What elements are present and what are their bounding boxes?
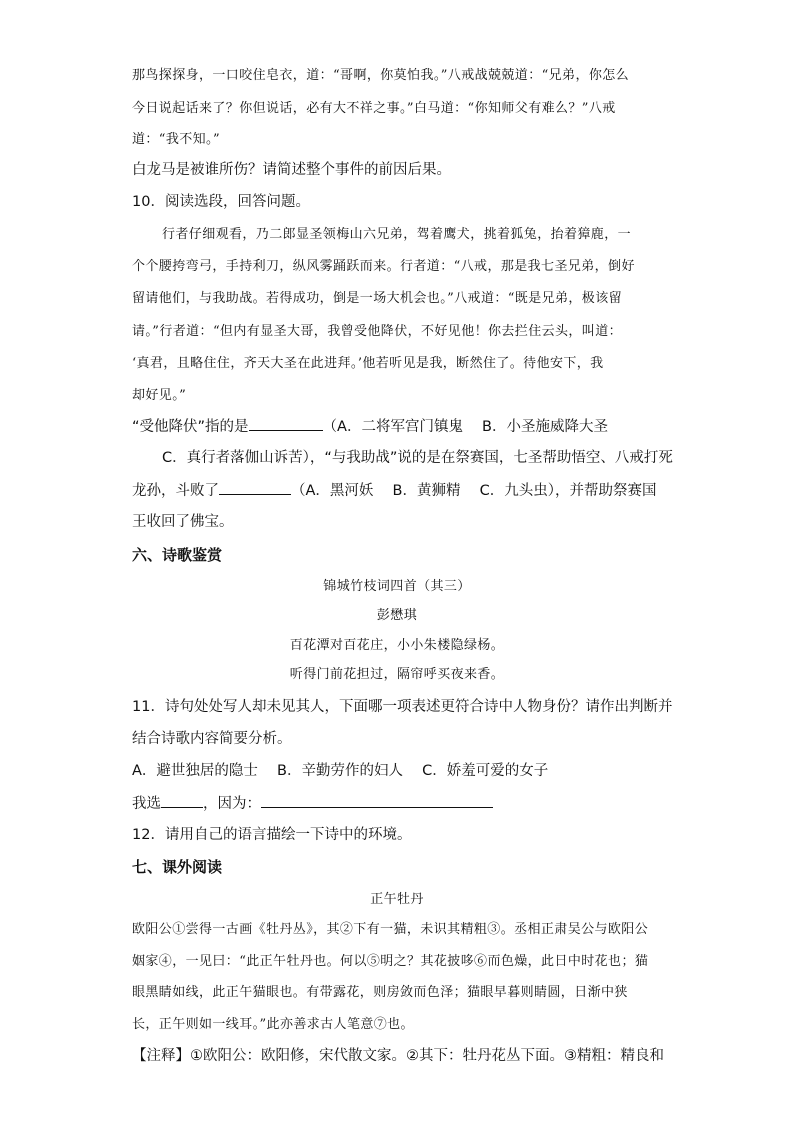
question-text: “受他降伏”指的是	[132, 419, 249, 435]
question-11-options: A．避世独居的隐士 B．辛勤劳作的妇人 C．娇羞可爱的女子	[132, 763, 549, 779]
question-options: （A．二将军宫门镇鬼 B．小圣施威降大圣	[322, 419, 609, 435]
choose-label: 我选	[132, 796, 161, 812]
answer-blank[interactable]	[161, 793, 203, 808]
question-11: 11．诗句处处写人却未见其人，下面哪一项表述更符合诗中人物身份？请作出判断并	[132, 699, 673, 715]
passage-line: 留请他们，与我助战。若得成功，倒是一场大机会也。”八戒道：“既是兄弟，极该留	[132, 291, 622, 306]
question-10-line: 王收回了佛宝。	[132, 514, 234, 530]
answer-blank[interactable]	[249, 416, 323, 431]
question-11-answer	[132, 793, 493, 814]
question-12: 12．请用自己的语言描绘一下诗中的环境。	[132, 827, 412, 843]
passage-line: 今日说起话来了？你但说话，必有大不祥之事。”白马道：“你知师父有难么？”八戒	[132, 101, 616, 116]
question-10-title: 10．阅读选段，回答问题。	[132, 194, 310, 210]
passage-line: 请。”行者道：“但内有显圣大哥，我曾受他降伏，不好见他！你去拦住云头，叫道：	[132, 324, 622, 339]
poem-title: 锦城竹枝词四首（其三）	[323, 579, 471, 594]
passage-line: 却好见。”	[132, 388, 187, 403]
notes-line: 【注释】①欧阳公：欧阳修，宋代散文家。②其下：牡丹花丛下面。③精粗：精良和	[132, 1048, 664, 1064]
passage-line: 道：“我不知。”	[132, 132, 220, 147]
question-10-line: C．真行者落伽山诉苦），“与我助战”说的是在祭赛国，七圣帮助悟空、八戒打死	[162, 450, 673, 466]
section-7-title: 七、课外阅读	[132, 858, 223, 876]
essay-line: 眼黑睛如线，此正午猫眼也。有带露花，则房敛而色泽；猫眼早暮则睛圆，日渐中狭	[132, 985, 628, 1000]
passage-line: 那鸟探探身，一口咬住皂衣，道：“哥啊，你莫怕我。”八戒战兢兢道：“兄弟，你怎么	[132, 68, 630, 83]
passage-line: 行者仔细观看，乃二郎显圣领梅山六兄弟，驾着鹰犬，挑着狐兔，抬着獐鹿，一	[162, 227, 632, 242]
question-10-line	[132, 480, 656, 501]
poem-author: 彭懋琪	[376, 608, 418, 623]
question-text: 龙孙，斗败了	[132, 483, 219, 499]
question-10-line	[132, 416, 608, 437]
poem-line: 听得门前花担过，隔帘呼买夜来香。	[289, 667, 505, 682]
passage-line: 个个腰挎弯弓，手持利刀，纵风雾踊跃而来。行者道：“八戒，那是我七圣兄弟，倒好	[132, 259, 635, 274]
passage-line: ‘真君，且略住住，齐天大圣在此进拜。’他若听见是我，断然住了。待他安下，我	[132, 356, 604, 371]
question-11: 结合诗歌内容简要分析。	[132, 731, 292, 747]
essay-line: 欧阳公①尝得一古画《牡丹丛》，其②下有一猫，未识其精粗③。丞相正肃吴公与欧阳公	[132, 922, 649, 937]
answer-blank[interactable]	[261, 793, 493, 808]
poem-line: 百花潭对百花庄，小小朱楼隐绿杨。	[289, 638, 505, 653]
essay-line: 长，正午则如一线耳。”此亦善求古人笔意⑦也。	[132, 1017, 414, 1032]
because-label: ，因为：	[203, 796, 261, 812]
section-6-title: 六、诗歌鉴赏	[132, 546, 223, 564]
essay-line: 姻家④，一见曰：“此正午牡丹也。何以⑤明之？其花披哆⑥而色燥，此日中时花也；猫	[132, 954, 649, 969]
answer-blank[interactable]	[219, 480, 291, 495]
essay-title: 正午牡丹	[370, 892, 424, 907]
question-9: 白龙马是被谁所伤？请简述整个事件的前因后果。	[132, 162, 451, 178]
question-options: （A．黑河妖 B．黄狮精 C．九头虫），并帮助祭赛国	[291, 483, 657, 499]
